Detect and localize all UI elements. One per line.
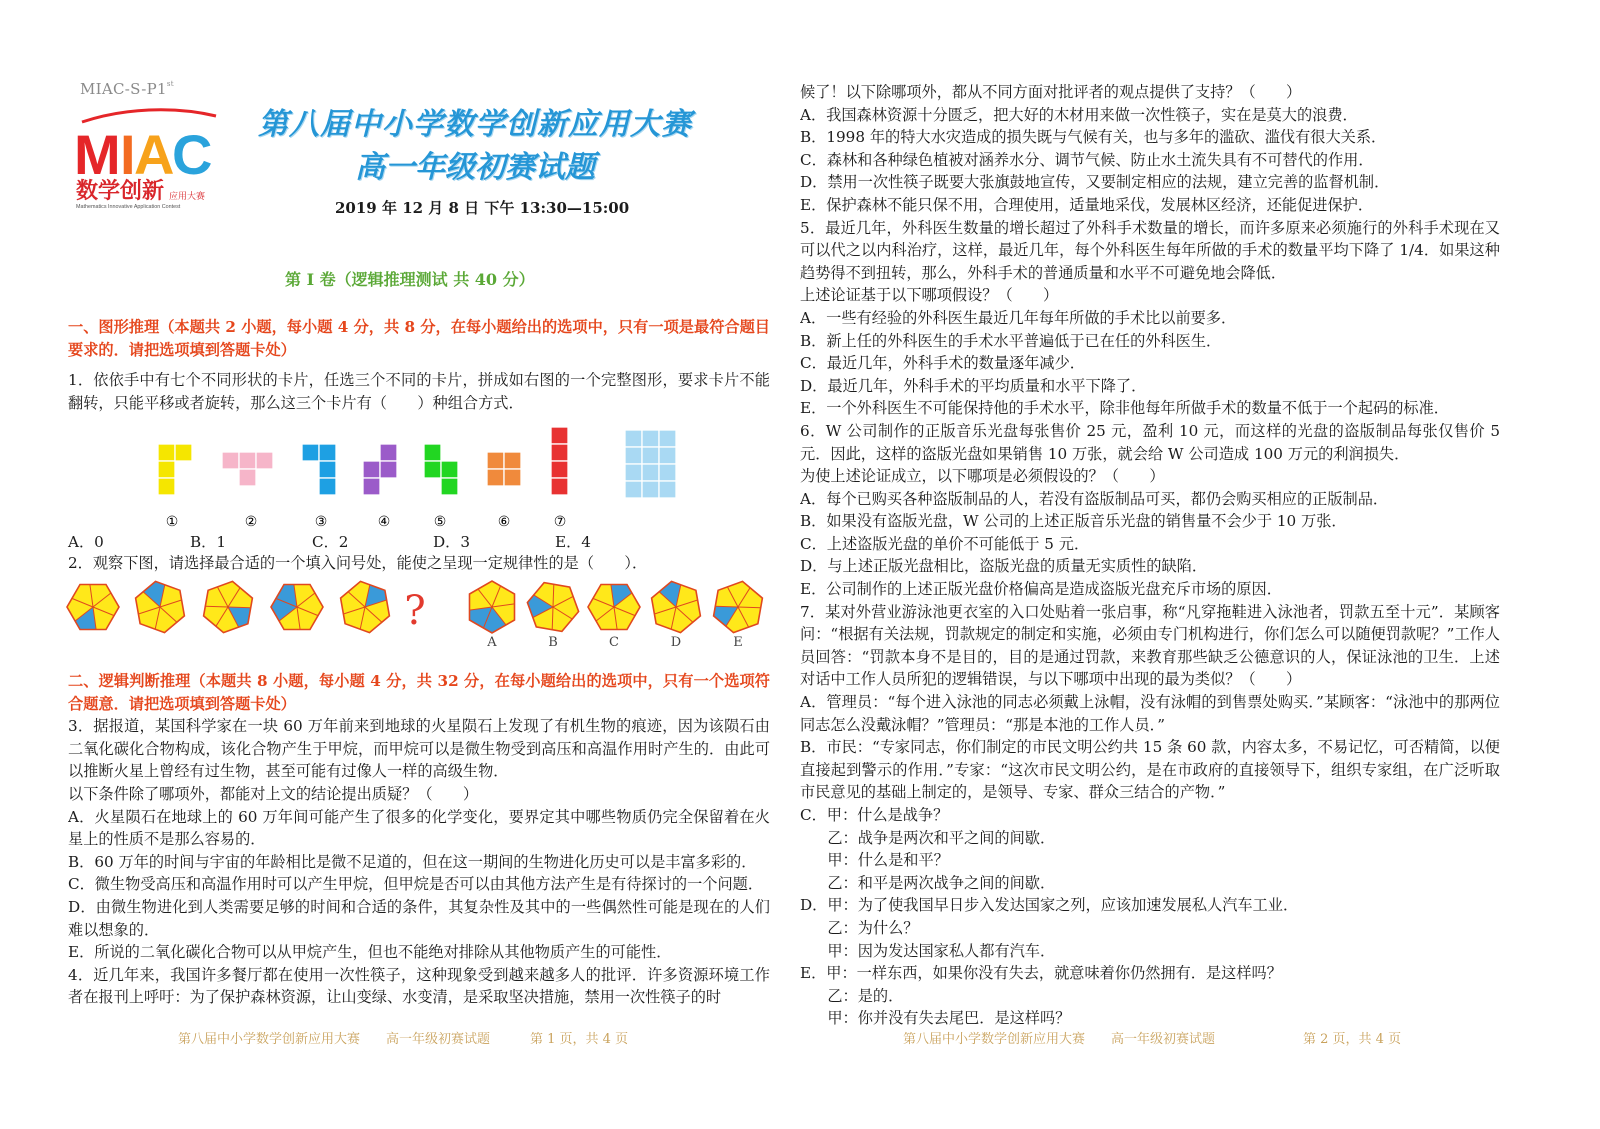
- q7-option-b: B．市民：“专家同志，你们制定的市民文明公约共 15 条 60 款，内容太多，不易记忆，可否精简，以便直接起到警示的作用．”专家：“这次市民文明公约，是在市政府的直接领导下，组织专家组，在广泛听取市民意见的基础上制定的，是领导、专家、群众三结合的产物．”: [800, 738, 1500, 802]
- option-hexagon-a: [470, 581, 515, 633]
- q5-option-a: A．一些有经验的外科医生最近几年每年所做的手术比以前要多．: [800, 308, 1237, 327]
- q3-option-d: D．由微生物进化到人类需要足够的时间和合适的条件，其复杂性及其中的一些偶然性可能是现在的人们难以想象的．: [68, 897, 770, 939]
- card-label-6: ⑥: [497, 514, 511, 530]
- q4-option-e: E．保护森林不能只保不用，合理使用，适量地采伐，发展林区经济，还能促进保护．: [800, 195, 1374, 214]
- card-cell: [424, 444, 441, 461]
- card-cell: [487, 469, 504, 486]
- card-cell: [441, 478, 458, 495]
- option-hexagon-b: [527, 583, 578, 632]
- q6-question: 为使上述论证成立，以下哪项是必须假设的？（ ）: [800, 467, 1165, 486]
- q7-option-c-line3: 甲：什么是和平？: [827, 851, 949, 870]
- target-cell: [625, 447, 642, 464]
- q4-stem-part1: 4．近几年来，我国许多餐厅都在使用一次性筷子，这种现象受到越来越多人的批评．许多资源环境工作者在报刊上呼吁：为了保护森林资源，让山变绿、水变清，是采取坚决措施，禁用一次性筷子的时: [68, 965, 770, 1007]
- target-cell: [625, 481, 642, 498]
- q7-option-a: A．管理员：“每个进入泳池的同志必须戴上泳帽，没有泳帽的到售票处购买．”某顾客：“泳池中的那两位同志怎么没戴泳帽？”管理员：“那是本池的工作人员．”: [800, 693, 1500, 734]
- right-flow: [800, 81, 1500, 1033]
- card-label-1: ①: [165, 514, 179, 530]
- q2-option-label-c: C: [609, 635, 619, 650]
- card-2: [222, 452, 273, 486]
- card-cell: [363, 461, 380, 478]
- card-label-7: ⑦: [553, 514, 567, 530]
- q2-stem: 2．观察下图，请选择最合适的一个填入问号处，能使之呈现一定规律性的是（ ）．: [68, 554, 648, 572]
- card-6: [487, 452, 521, 486]
- logo-cn-text: 数学创新: [76, 178, 165, 204]
- q5-option-c: C．最近几年，外科手术的数量逐年减少．: [800, 354, 1085, 373]
- card-cell: [158, 478, 175, 495]
- q1-option-a: A．0: [68, 533, 104, 551]
- card-3: [302, 444, 336, 495]
- q7-option-e-line2: 乙：是的．: [827, 986, 904, 1005]
- q1-options: [68, 531, 770, 554]
- q3-option-e: E．所说的二氧化碳化合物可以从甲烷产生，但也不能绝对排除从其他物质产生的可能性．: [68, 943, 672, 962]
- card-7: [551, 427, 568, 495]
- option-hexagon-e: [714, 581, 763, 632]
- target-cell: [625, 464, 642, 481]
- q1-option-c: C．2: [312, 533, 349, 551]
- q1-option-e: E．4: [555, 533, 591, 551]
- card-label-4: ④: [377, 514, 391, 530]
- target-cell: [659, 481, 676, 498]
- card-cell: [551, 478, 568, 495]
- card-label-2: ②: [244, 514, 258, 530]
- target-cell: [659, 464, 676, 481]
- q7-option-c-line2: 乙：战争是两次和平之间的间歇．: [827, 828, 1056, 847]
- card-cell: [319, 461, 336, 478]
- card-cell: [158, 461, 175, 478]
- card-4: [363, 444, 397, 495]
- q2-option-label-a: A: [487, 635, 497, 650]
- q3-option-a: A．火星陨石在地球上的 60 万年间可能产生了很多的化学变化，要界定其中哪些物质仍完全保留着在火星上的性质不是那么容易的．: [68, 807, 770, 849]
- target-cell: [625, 430, 642, 447]
- card-5: [424, 444, 458, 495]
- sequence-hexagon-1: [67, 585, 119, 630]
- card-cell: [424, 461, 441, 478]
- q6-option-b: B．如果没有盗版光盘，W 公司的上述正版音乐光盘的销售量不会少于 10 万张．: [800, 512, 1347, 531]
- card-cell: [239, 452, 256, 469]
- footer-right-title: 第八届中小学数学创新应用大赛 高一年级初赛试题: [903, 1032, 1216, 1047]
- card-cell: [319, 444, 336, 461]
- card-cell: [363, 478, 380, 495]
- q5-option-d: D．最近几年，外科手术的平均质量和水平下降了．: [800, 376, 1147, 395]
- section-1-heading: 一、图形推理（本题共 2 小题，每小题 4 分，共 8 分，在每小题给出的选项中，只有一项是最符合题目要求的．请把选项填到答题卡处）: [68, 318, 770, 359]
- q2-figure: [55, 574, 785, 650]
- q2-option-label-e: E: [733, 635, 743, 650]
- q7-stem: 7．某对外营业游泳池更衣室的入口处贴着一张启事，称“凡穿拖鞋进入泳池者，罚款五至十元”．某顾客问：“根据有关法规，罚款规定的制定和实施，必须由专门机构进行，你们怎么可以随便罚款呢？”工作人员回答：“罚款本身不是目的，目的是通过罚款，来教育那些缺乏公德意识的人，保证泳池的卫生．上述对话中工作人员所犯的逻辑错误，与以下哪项中出现的最为类似？（ ）: [800, 602, 1500, 689]
- question-mark: ?: [404, 588, 426, 634]
- paper-code-text: MIAC-S-P1: [80, 80, 167, 98]
- left-flow: [68, 670, 770, 1022]
- q2-hexagons: [67, 581, 762, 650]
- contest-logo: [74, 106, 224, 214]
- q3-option-b: B．60 万年的时间与宇宙的年龄相比是微不足道的，但在这一期间的生物进化历史可以是丰富多彩的．: [68, 852, 757, 871]
- q4-option-a: A．我国森林资源十分匮乏，把大好的木材用来做一次性筷子，实在是莫大的浪费．: [800, 105, 1358, 124]
- card-cell: [302, 444, 319, 461]
- part-title: 第 I 卷（逻辑推理测试 共 40 分）: [285, 270, 535, 289]
- q4-option-d: D．禁用一次性筷子既要大张旗鼓地宣传，又要制定相应的法规，建立完善的监督机制．: [800, 173, 1390, 192]
- q1-stem: 1．依依手中有七个不同形状的卡片，任选三个不同的卡片，拼成如右图的一个完整图形，要求卡片不能翻转，只能平移或者旋转，那么这三个卡片有（ ）种组合方式．: [68, 371, 770, 412]
- q6-option-a: A．每个已购买各种盗版制品的人，若没有盗版制品可买，都仍会购买相应的正版制品．: [800, 489, 1389, 508]
- option-hexagon-c: [588, 585, 640, 630]
- card-label-3: ③: [314, 514, 328, 530]
- q5-stem: 5．最近几年，外科医生数量的增长超过了外科手术数量的增长，而许多原来必须施行的外科手术现在又可以代之以内科治疗，这样，最近几年，每个外科医生每年所做的手术的数量平均下降了 1/4．如果这种趋势得不到扭转，那么，外科手术的普通质量和水平不可避免地会降低．: [800, 218, 1500, 282]
- q7-option-e-line1: E．甲：一样东西，如果你没有失去，就意味着你仍然拥有．是这样吗？: [800, 964, 1282, 983]
- q6-stem: 6．W 公司制作的正版音乐光盘每张售价 25 元，盈利 10 元，而这样的光盘的盗版制品每张仅售价 5 元．因此，这样的盗版光盘如果销售 10 万张，就会给 W 公司造成 100 万元的利润损失．: [800, 421, 1500, 463]
- q1-option-d: D．3: [433, 533, 471, 551]
- card-cell: [441, 461, 458, 478]
- section-2-heading: 二、逻辑判断推理（本题共 8 小题，每小题 4 分，共 32 分，在每小题给出的选项中，只有一个选项符合题意．请把选项填到答题卡处）: [68, 672, 770, 713]
- card-1: [158, 444, 192, 495]
- footer-left-page: 第 1 页，共 4 页: [530, 1032, 629, 1047]
- logo-cn-sub: 应用大赛: [169, 192, 206, 202]
- logo-letter-c: C: [172, 123, 213, 186]
- target-cell: [659, 447, 676, 464]
- sequence-hexagon-2: [136, 581, 185, 632]
- logo-letter-a: A: [134, 123, 175, 186]
- target-cell: [642, 464, 659, 481]
- card-cell: [222, 452, 239, 469]
- sequence-hexagon-5: [341, 581, 390, 632]
- paper-title-line1: 第八届中小学数学创新应用大赛: [258, 107, 692, 142]
- q1-option-b: B．1: [190, 533, 227, 551]
- q3-stem: 3．据报道，某国科学家在一块 60 万年前来到地球的火星陨石上发现了有机生物的痕迹，因为该陨石由二氧化碳化合物构成，该化合物产生于甲烷，而甲烷可以是微生物受到高压和高温作用时产生的．由此可以推断火星上曾经有过生物，甚至可能有过像人一样的高级生物．: [68, 717, 770, 781]
- q7-option-c-line4: 乙：和平是两次战争之间的间歇．: [827, 873, 1056, 892]
- q7-option-d-line1: D．甲：为了使我国早日步入发达国家之列，应该加速发展私人汽车工业．: [800, 896, 1299, 915]
- q4-option-c: C．森林和各种绿色植被对涵养水分、调节气候、防止水土流失具有不可替代的作用．: [800, 150, 1374, 169]
- q7-option-c-line1: C．甲：什么是战争？: [800, 806, 949, 824]
- card-cell: [319, 478, 336, 495]
- q6-option-c: C．上述盗版光盘的单价不可能低于 5 元．: [800, 534, 1090, 553]
- card-cell: [239, 469, 256, 486]
- q3-question: 以下条件除了哪项外，都能对上文的结论提出质疑？（ ）: [68, 784, 479, 803]
- logo-letter-m: M: [74, 123, 121, 186]
- q6-option-e: E．公司制作的上述正版光盘价格偏高是造成盗版光盘充斥市场的原因．: [800, 580, 1282, 599]
- card-label-5: ⑤: [433, 514, 447, 530]
- card-cell: [487, 452, 504, 469]
- logo-letter-i: I: [120, 123, 136, 186]
- sequence-hexagon-4: [271, 585, 323, 630]
- paper-title-line2: 高一年级初赛试题: [355, 150, 595, 185]
- q5-option-b: B．新上任的外科医生的手术水平普遍低于已在任的外科医生．: [800, 331, 1222, 350]
- q3-option-c: C．微生物受高压和高温作用时可以产生甲烷，但甲烷是否可以由其他方法产生是有待探讨的一个问题．: [68, 875, 764, 894]
- card-cell: [504, 452, 521, 469]
- card-cell: [551, 444, 568, 461]
- target-cell: [642, 430, 659, 447]
- paper-code-sup: st: [166, 80, 174, 88]
- q2-option-label-b: B: [548, 635, 558, 650]
- card-cell: [175, 444, 192, 461]
- logo-en-text: Mathematics Innovative Application Contest: [76, 204, 181, 210]
- q2-option-label-d: D: [670, 635, 682, 650]
- card-cell: [504, 469, 521, 486]
- card-cell: [551, 427, 568, 444]
- card-cell: [158, 444, 175, 461]
- q4-stem-part2: 候了！以下除哪项外，都从不同方面对批评者的观点提供了支持？（ ）: [800, 83, 1302, 101]
- target-cell: [642, 447, 659, 464]
- q7-option-e-line3: 甲：你并没有失去尾巴．是这样吗？: [827, 1009, 1071, 1028]
- target-cell: [659, 430, 676, 447]
- q5-option-e: E．一个外科医生不可能保持他的手术水平，除非他每年所做手术的数量不低于一个起码的标准．: [800, 399, 1449, 418]
- q7-option-d-line3: 甲：因为发达国家私人都有汽车．: [827, 941, 1056, 960]
- card-cell: [551, 461, 568, 478]
- q6-option-d: D．与上述正版光盘相比，盗版光盘的质量无实质性的缺陷．: [800, 557, 1208, 576]
- footer-right-page: 第 2 页，共 4 页: [1303, 1032, 1402, 1047]
- q1-cards: [158, 427, 676, 530]
- q5-question: 上述论证基于以下哪项假设？（ ）: [800, 286, 1059, 305]
- option-hexagon-d: [652, 581, 701, 632]
- logo-swoosh: [82, 110, 216, 122]
- target-figure: [625, 430, 676, 498]
- footer-left-title: 第八届中小学数学创新应用大赛 高一年级初赛试题: [178, 1032, 491, 1047]
- q7-option-d-line2: 乙：为什么？: [827, 918, 919, 937]
- card-cell: [256, 452, 273, 469]
- sequence-hexagon-3: [204, 581, 253, 632]
- card-cell: [380, 461, 397, 478]
- q4-option-b: B．1998 年的特大水灾造成的损失既与气候有关，也与多年的滥砍、滥伐有很大关系．: [800, 128, 1387, 147]
- exam-date: 2019 年 12 月 8 日 下午 13:30—15:00: [335, 199, 630, 217]
- paper-code: [80, 80, 174, 98]
- card-cell: [380, 444, 397, 461]
- target-cell: [642, 481, 659, 498]
- q1-figure: [140, 420, 700, 532]
